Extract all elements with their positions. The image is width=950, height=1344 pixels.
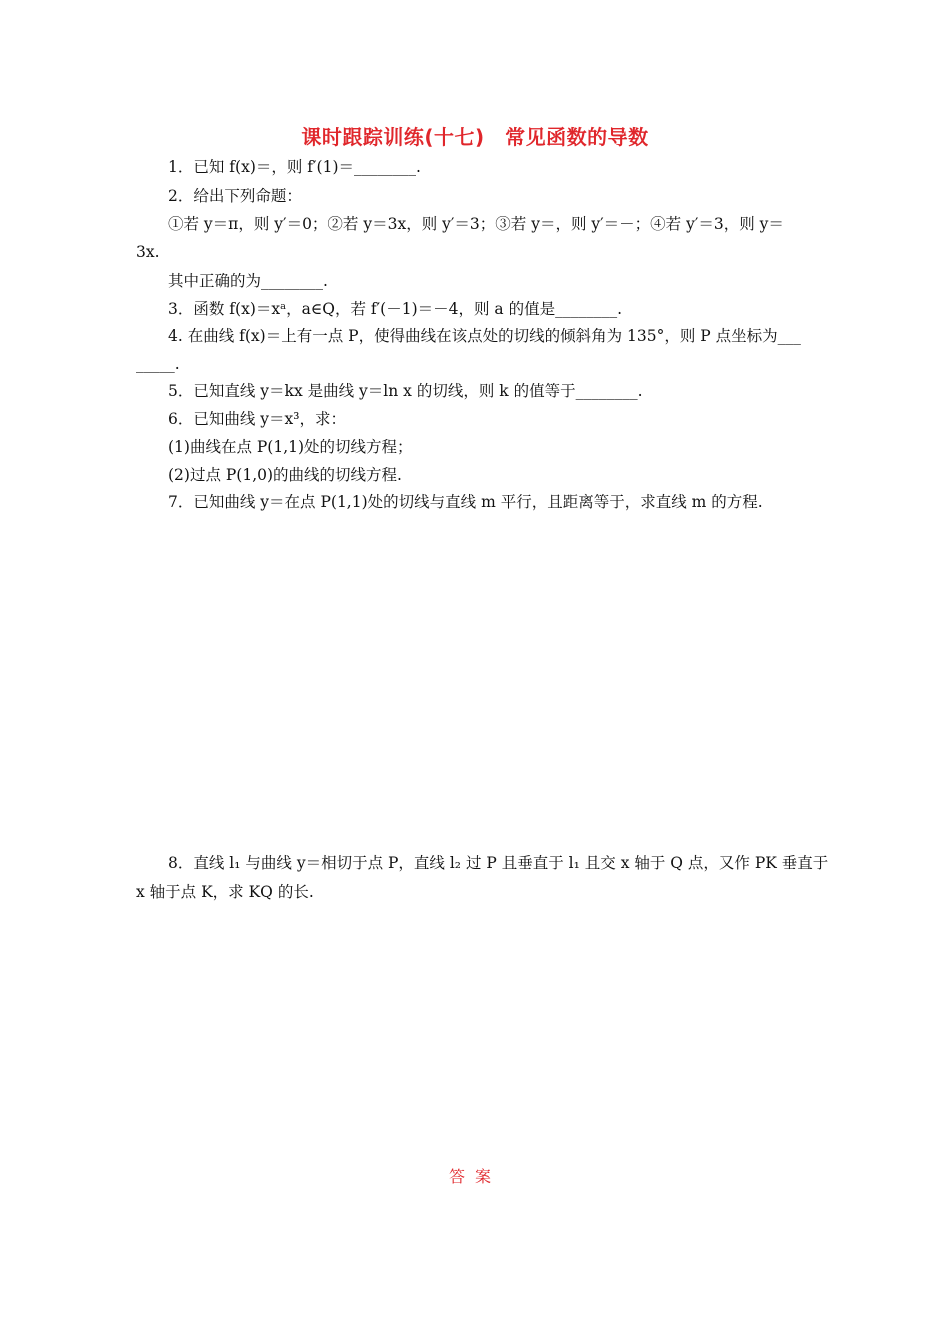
question-8-cont: x 轴于点 K，求 KQ 的长.	[136, 883, 314, 901]
question-3: 3．函数 f(x)＝xᵃ，a∈Q，若 f′(－1)＝－4，则 a 的值是________.	[168, 300, 623, 318]
question-5: 5．已知直线 y＝kx 是曲线 y＝ln x 的切线，则 k 的值等于________.	[168, 382, 643, 400]
question-6: 6．已知曲线 y＝x³，求：	[168, 410, 347, 428]
question-6-part-2: (2)过点 P(1,0)的曲线的切线方程.	[168, 466, 402, 484]
question-8: 8．直线 l₁ 与曲线 y＝相切于点 P，直线 l₂ 过 P 且垂直于 l₁ 且交 x 轴于 Q 点，又作 PK 垂直于	[168, 854, 829, 872]
question-6-part-1: (1)曲线在点 P(1,1)处的切线方程；	[168, 438, 413, 456]
question-2-propositions: ①若 y＝π，则 y′＝0；②若 y＝3x，则 y′＝3；③若 y＝，则 y′＝－；④若 y′＝3，则 y＝	[168, 215, 784, 233]
answer-heading: 答案	[448, 1167, 501, 1186]
question-4-cont: _____.	[136, 355, 180, 373]
question-2-propositions-cont: 3x.	[136, 243, 160, 261]
question-7: 7．已知曲线 y＝在点 P(1,1)处的切线与直线 m 平行，且距离等于，求直线 m 的方程.	[168, 493, 763, 511]
question-2-answer-prompt: 其中正确的为________.	[168, 272, 328, 290]
question-4: 4. 在曲线 f(x)＝上有一点 P，使得曲线在该点处的切线的倾斜角为 135°，则 P 点坐标为___	[168, 327, 801, 345]
page-title: 课时跟踪训练(十七) 常见函数的导数	[301, 125, 649, 149]
question-2: 2．给出下列命题：	[168, 187, 302, 205]
question-1: 1．已知 f(x)＝，则 f′(1)＝________.	[168, 158, 421, 176]
